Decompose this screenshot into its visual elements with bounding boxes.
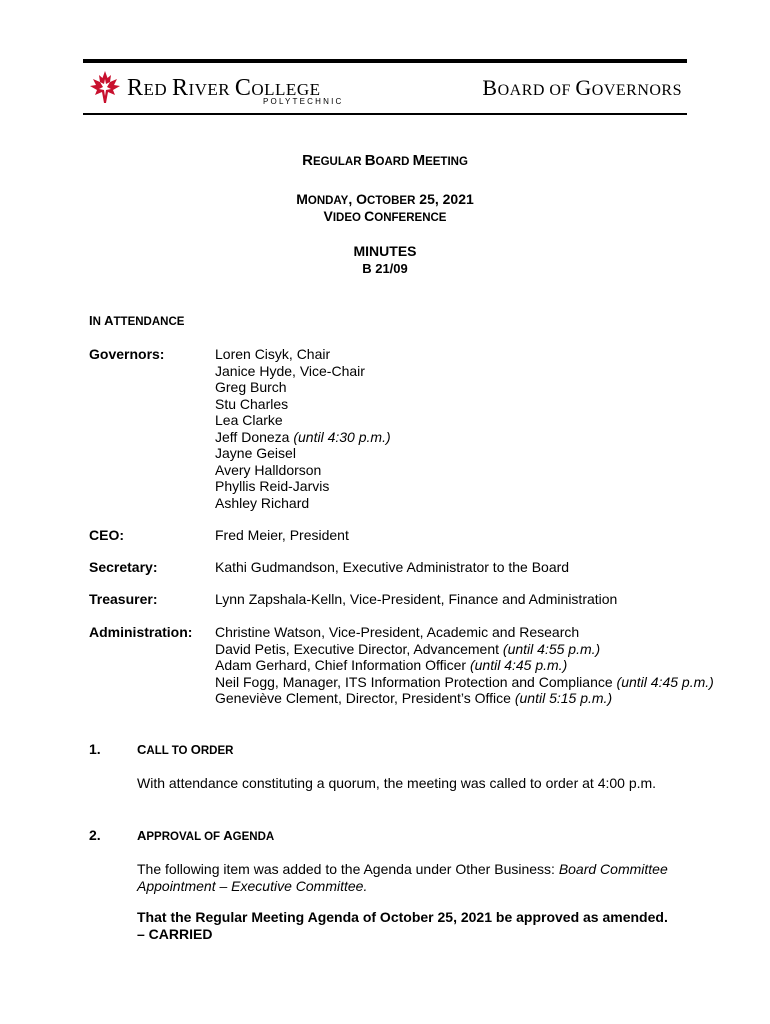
- board-of-governors-title: BOARD OF GOVERNORS: [482, 75, 682, 100]
- treasurer-label: Treasurer:: [89, 591, 158, 607]
- list-item: Adam Gerhard, Chief Information Officer (until 4:45 p.m.): [215, 657, 568, 673]
- header-top-rule: [83, 59, 687, 63]
- list-item: Stu Charles: [215, 395, 289, 412]
- list-item: Greg Burch: [215, 379, 287, 395]
- list-item: Loren Cisyk, Chair: [215, 346, 331, 362]
- list-item: Neil Fogg, Manager, ITS Information Protection and Compliance (until 4:45 p.m.): [215, 673, 714, 690]
- item-1-text: With attendance constituting a quorum, the meeting was called to order at 4:00 p.m.: [137, 775, 657, 791]
- administration-label: Administration:: [89, 624, 193, 640]
- item-2-number: 2.: [89, 827, 101, 843]
- list-item: David Petis, Executive Director, Advancement (until 4:55 p.m.): [215, 640, 601, 657]
- polytechnic-label: POLYTECHNIC: [263, 97, 344, 106]
- minutes-heading: MINUTES: [353, 243, 417, 259]
- meeting-title: REGULAR BOARD MEETING: [302, 152, 468, 169]
- list-item: Avery Halldorson: [215, 461, 322, 478]
- secretary-value: Kathi Gudmandson, Executive Administrator to the Board: [215, 559, 570, 575]
- maple-leaf-logo-icon: [89, 70, 121, 104]
- item-2-text: The following item was added to the Agenda under Other Business: Board Committee Appointment – Executive Committee.: [137, 861, 668, 894]
- item-2-motion: That the Regular Meeting Agenda of October 25, 2021 be approved as amended. – CARRIED: [137, 909, 668, 942]
- item-1-title: CALL TO ORDER: [137, 742, 234, 757]
- ceo-value: Fred Meier, President: [215, 527, 349, 543]
- ceo-label: CEO:: [89, 527, 124, 543]
- administration-list: [215, 624, 714, 707]
- college-name: RED RIVER COLLEGE: [127, 75, 321, 101]
- attendance-heading: IN ATTENDANCE: [89, 313, 185, 328]
- secretary-label: Secretary:: [89, 559, 158, 575]
- list-item: Ashley Richard: [215, 494, 310, 511]
- governors-list: [215, 346, 391, 511]
- meeting-date: MONDAY, OCTOBER 25, 2021: [296, 191, 474, 207]
- list-item: Lea Clarke: [215, 412, 283, 428]
- list-item: Jayne Geisel: [215, 445, 296, 461]
- list-item: Phyllis Reid-Jarvis: [215, 478, 330, 494]
- list-item: Janice Hyde, Vice-Chair: [215, 362, 365, 379]
- treasurer-value: Lynn Zapshala-Kelln, Vice-President, Finance and Administration: [215, 591, 618, 607]
- list-item: Geneviève Clement, Director, President’s Office (until 5:15 p.m.): [215, 690, 613, 706]
- list-item: Christine Watson, Vice-President, Academic and Research: [215, 624, 580, 640]
- meeting-venue: VIDEO CONFERENCE: [323, 208, 447, 224]
- governors-label: Governors:: [89, 346, 165, 362]
- item-2-title: APPROVAL OF AGENDA: [137, 828, 275, 843]
- item-1-number: 1.: [89, 741, 101, 757]
- minutes-reference: B 21/09: [362, 261, 408, 276]
- header-bottom-rule: [83, 113, 687, 115]
- list-item: Jeff Doneza (until 4:30 p.m.): [215, 428, 391, 445]
